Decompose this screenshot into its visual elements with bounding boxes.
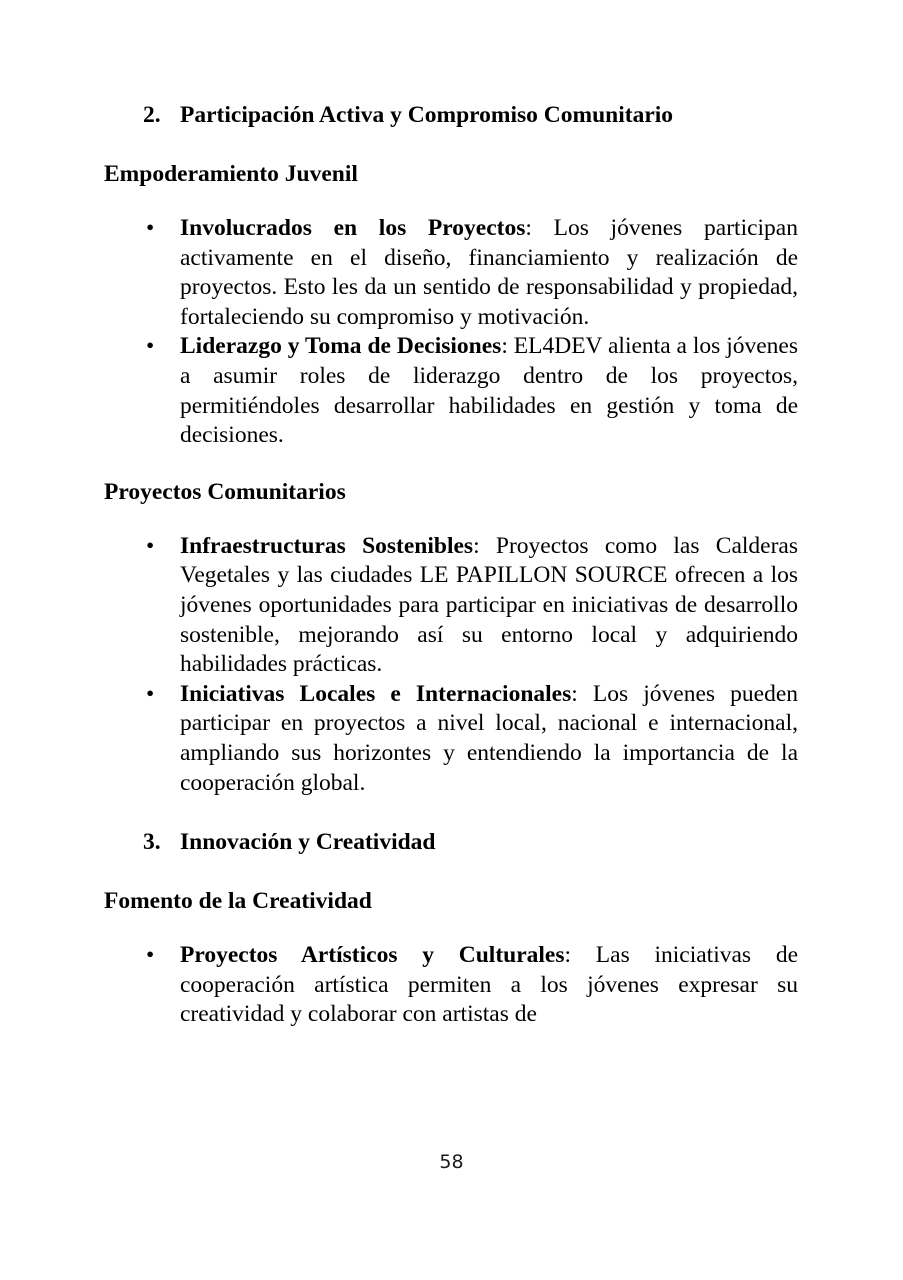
bullet-icon: • xyxy=(146,532,155,559)
list-proyectos-comunitarios xyxy=(104,532,798,798)
page-content xyxy=(104,100,798,1030)
list-item-separator: : xyxy=(525,215,554,241)
spacer xyxy=(104,451,798,477)
list-item-lead: Liderazgo y Toma de Decisiones xyxy=(180,333,502,360)
subheading-empoderamiento: Empoderamiento Juvenil xyxy=(104,161,358,187)
bullet-icon: • xyxy=(146,942,155,969)
list-item-separator: : xyxy=(473,532,496,559)
bullet-icon: • xyxy=(146,680,155,707)
list-item-body: Las iniciativas de cooperación artística permiten a los jóvenes expresar su creatividad y colaborar con artistas de xyxy=(180,942,798,1028)
list-item-body: Los jóvenes participan activamente en el diseño, financiamiento y realización de proyectos. Esto les da un sentido de responsabilidad y propiedad, fortaleciendo su compromiso y motivación. xyxy=(180,215,798,330)
list-item xyxy=(104,214,798,332)
list-item-separator: : xyxy=(571,680,593,707)
spacer xyxy=(104,507,798,532)
subheading-fomento-creatividad: Fomento de la Creatividad xyxy=(104,888,372,915)
section-number-2: 2. xyxy=(143,102,161,128)
list-item-body: Proyectos como las Calderas Vegetales y las ciudades LE PAPILLON SOURCE ofrecen a los jóvenes oportunidades para participar en iniciativas de desarrollo sostenible, mejorando así su entorno local y adquiriendo habilidades prácticas. xyxy=(180,532,798,678)
bullet-icon: • xyxy=(146,215,155,241)
list-item xyxy=(104,532,798,680)
section-title-3: Innovación y Creatividad xyxy=(180,829,436,856)
list-creatividad xyxy=(104,941,798,1030)
bullet-icon: • xyxy=(146,333,155,360)
list-item xyxy=(104,941,798,1030)
list-item-body: Los jóvenes pueden participar en proyectos a nivel local, nacional e internacional, ampliando sus horizontes y entendiendo la importancia de la cooperación global. xyxy=(180,680,799,796)
spacer xyxy=(104,130,798,159)
list-empoderamiento xyxy=(104,214,798,451)
list-item-lead: Infraestructuras Sostenibles xyxy=(180,532,474,559)
list-item-separator: : xyxy=(564,942,596,969)
list-item-body: EL4DEV alienta a los jóvenes a asumir roles de liderazgo dentro de los proyectos, permitiéndoles desarrollar habilidades en gestión y toma de decisiones. xyxy=(180,333,799,449)
list-item xyxy=(104,332,798,450)
spacer xyxy=(104,189,798,214)
spacer xyxy=(104,857,798,886)
spacer xyxy=(104,916,798,941)
subheading-proyectos-comunitarios: Proyectos Comunitarios xyxy=(104,478,346,505)
list-item-lead: Involucrados en los Proyectos xyxy=(180,215,526,241)
section-number-3: 3. xyxy=(143,829,161,856)
page-number: 58 xyxy=(439,1151,464,1173)
spacer xyxy=(104,798,798,827)
section-title-2: Participación Activa y Compromiso Comunitario xyxy=(180,102,674,128)
list-item-lead: Iniciativas Locales e Internacionales xyxy=(180,680,572,707)
list-item-separator: : xyxy=(501,333,514,360)
list-item xyxy=(104,680,798,798)
list-item-lead: Proyectos Artísticos y Culturales xyxy=(180,942,565,969)
section-heading-2 xyxy=(104,100,798,130)
section-heading-3 xyxy=(104,827,798,857)
